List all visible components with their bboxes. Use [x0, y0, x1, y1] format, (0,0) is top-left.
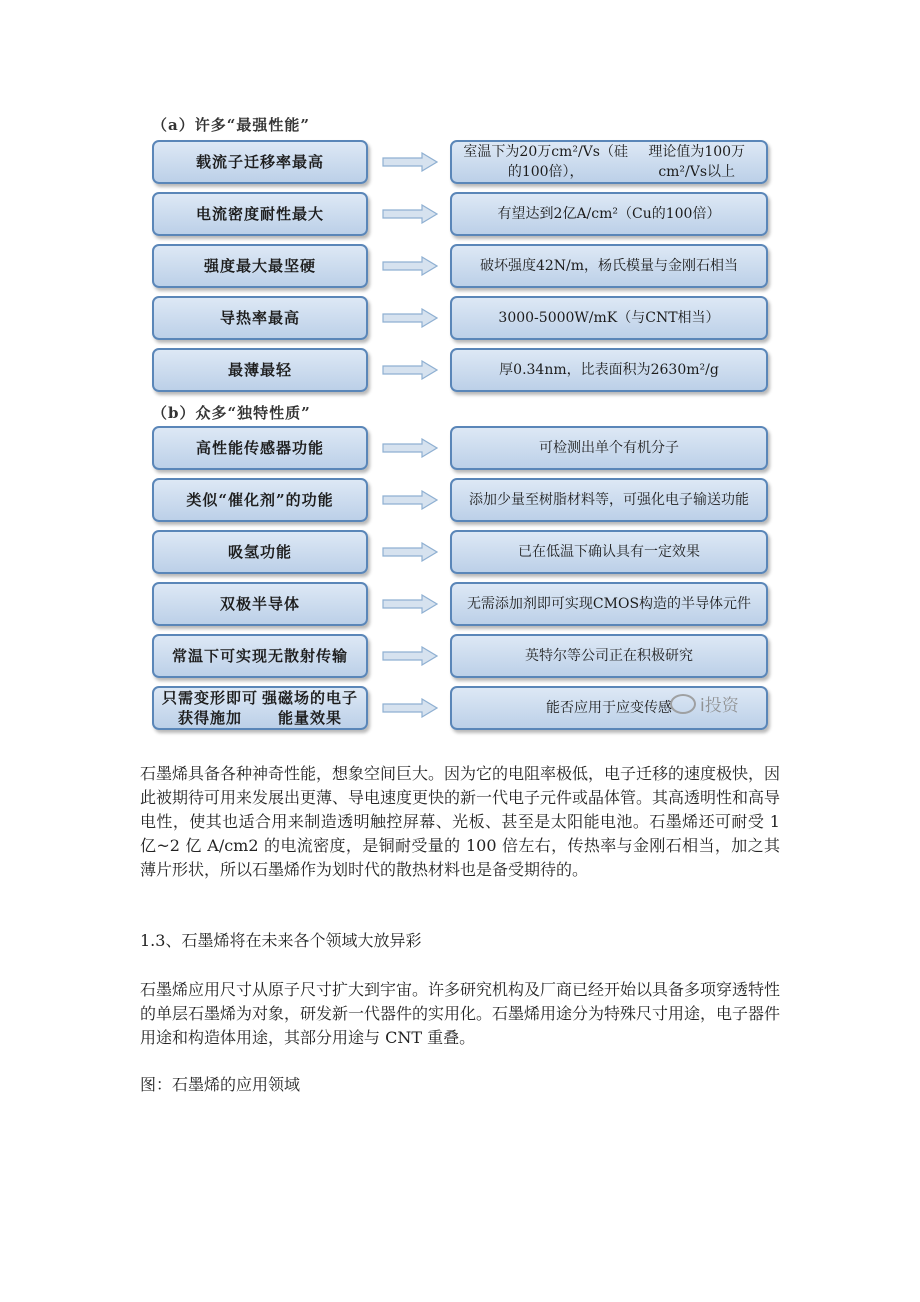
detail-text: 破坏强度42N/m，杨氏模量与金刚石	[479, 258, 711, 274]
property-label: 高性能传感器功能	[195, 439, 324, 457]
detail-box	[450, 244, 768, 288]
detail-text: 3000-5000W/mK（与CNT相当）	[498, 310, 720, 326]
property-label: 只需变形即可获得施加	[161, 689, 258, 727]
detail-box	[450, 426, 768, 470]
detail-text: 子输送功能	[679, 492, 749, 508]
property-box	[152, 192, 368, 236]
detail-text: 厚0.34nm，比表面积为2630m²/g	[499, 362, 719, 378]
right-arrow-icon	[382, 646, 438, 666]
right-arrow-icon	[382, 438, 438, 458]
detail-box	[450, 296, 768, 340]
section-b-label: （b）众多“独特性质”	[152, 404, 311, 422]
property-box	[152, 478, 368, 522]
property-label: 强度最大最坚硬	[203, 257, 316, 275]
section-heading-1-3: 1.3、石墨烯将在未来各个领域大放异彩	[140, 931, 422, 950]
right-arrow-icon	[382, 256, 438, 276]
property-label: 常温下可实现无散射传	[171, 647, 332, 665]
watermark-text: i投资	[700, 696, 739, 716]
detail-text: 添加少量至树脂材料等，可强化电	[469, 492, 679, 508]
right-arrow-icon	[382, 698, 438, 718]
property-box	[152, 686, 368, 730]
detail-box	[450, 582, 768, 626]
property-box	[152, 140, 368, 184]
property-box	[152, 296, 368, 340]
property-label: 类似“催化剂”的功能	[186, 491, 334, 509]
section-a-label: （a）许多“最强性能”	[152, 116, 310, 134]
property-label: 输	[332, 647, 349, 665]
property-label: 电流密度耐性最大	[195, 205, 324, 223]
property-box	[152, 530, 368, 574]
right-arrow-icon	[382, 594, 438, 614]
property-label: 强磁场的电子能量效果	[261, 689, 358, 727]
detail-text: 无需添加剂即可实现CMOS构造的半	[466, 596, 696, 612]
detail-box	[450, 192, 768, 236]
detail-text: 英特尔等公司正在积极研究	[525, 648, 693, 664]
paragraph-properties: 石墨烯具备各种神奇性能，想象空间巨大。因为它的电阻率极低，电子迁移的速度极快，因此被期待可用来发展出更薄、导电速度更快的新一代电子元件或晶体管。其高透明性和高导电性，使其也适合用来制造透明触控屏幕、光板、甚至是太阳能电池。石墨烯还可耐受 1 亿~2 亿 A/cm2 的电流密度，是铜耐受量的 100 倍左右，传热率与金刚石相当，加之其薄片形状，所以石墨烯作为划时代的散热材料也是备受期待的。	[140, 764, 781, 879]
detail-box	[450, 634, 768, 678]
detail-box	[450, 348, 768, 392]
right-arrow-icon	[382, 360, 438, 380]
property-label: 最薄最轻	[227, 361, 292, 379]
detail-text: 相当	[710, 258, 739, 274]
detail-text: 有望达到2亿A/cm²（Cu的100倍）	[497, 206, 721, 222]
detail-text: 导体元件	[695, 596, 752, 612]
wechat-icon	[670, 694, 696, 714]
detail-box	[450, 530, 768, 574]
right-arrow-icon	[382, 204, 438, 224]
figure-caption: 图：石墨烯的应用领域	[140, 1075, 301, 1094]
detail-box	[450, 478, 768, 522]
detail-text: 已在低温下确认具有一定效果	[518, 544, 700, 560]
property-label: 导热率最高	[219, 309, 300, 327]
property-label: 载流子迁移率最高	[195, 153, 324, 171]
property-box	[152, 426, 368, 470]
paragraph-applications: 石墨烯应用尺寸从原子尺寸扩大到宇宙。许多研究机构及厂商已经开始以具备多项穿透特性的单层石墨烯为对象，研发新一代器件的实用化。石墨烯用途分为特殊尺寸用途，电子器件用途和构造体用途，其部分用途与 CNT 重叠。	[140, 980, 781, 1047]
right-arrow-icon	[382, 490, 438, 510]
detail-box	[450, 140, 768, 184]
right-arrow-icon	[382, 152, 438, 172]
graphene-properties-figure	[140, 108, 780, 740]
wechat-watermark	[670, 691, 739, 716]
detail-text: 理论值为100万cm²/Vs以上	[648, 144, 746, 180]
property-box	[152, 582, 368, 626]
property-box	[152, 244, 368, 288]
property-box	[152, 348, 368, 392]
detail-text: 能否应用于应变传感	[546, 700, 672, 716]
right-arrow-icon	[382, 308, 438, 328]
detail-text: 可检测出单个有机分子	[539, 440, 679, 456]
right-arrow-icon	[382, 542, 438, 562]
detail-text: 室温下为20万cm²/Vs（硅的100倍），	[463, 144, 628, 180]
property-label: 双极半导体	[219, 595, 300, 613]
property-box	[152, 634, 368, 678]
property-label: 吸氢功能	[227, 543, 292, 561]
